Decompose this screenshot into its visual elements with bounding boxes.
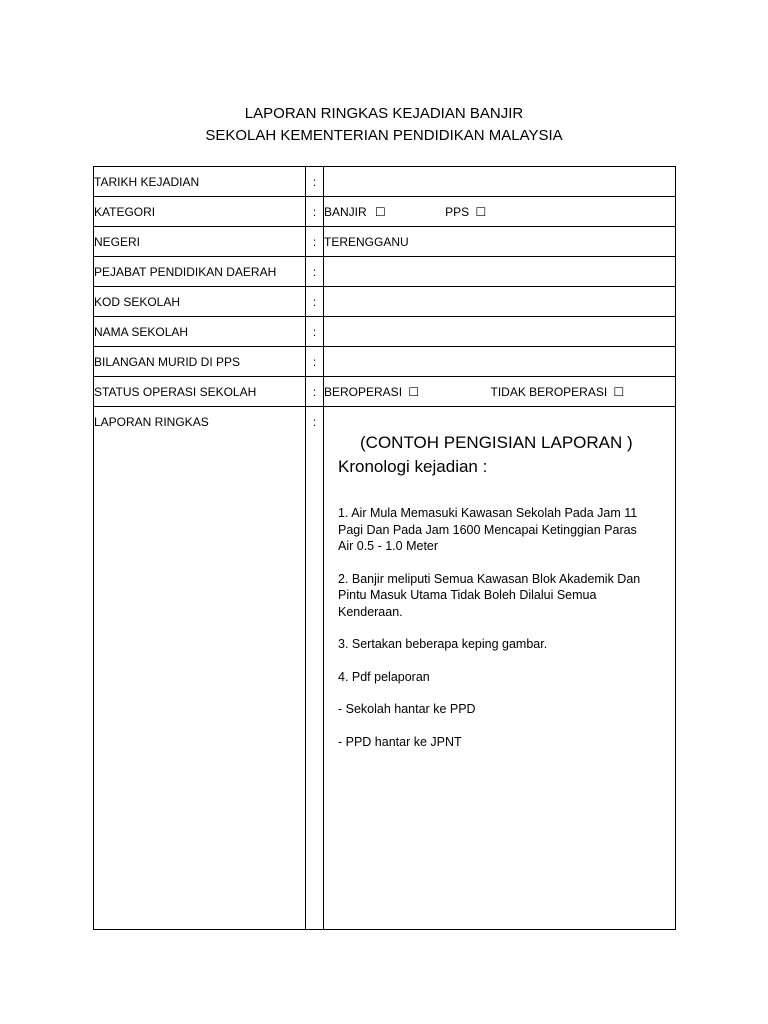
document-title: LAPORAN RINGKAS KEJADIAN BANJIR — [244, 105, 524, 122]
field-bilangan-murid[interactable] — [324, 347, 676, 377]
report-item: 1. Air Mula Memasuki Kawasan Sekolah Pada Jam 11 Pagi Dan Pada Jam 1600 Mencapai Ketinggian Paras Air 0.5 - 1.0 Meter — [338, 506, 638, 553]
option-beroperasi-label: BEROPERASI — [324, 384, 403, 399]
separator: : — [306, 197, 324, 227]
field-kategori — [324, 197, 676, 227]
report-form-table — [93, 166, 676, 930]
field-tarikh[interactable] — [324, 167, 676, 197]
row-nama-sekolah — [94, 317, 676, 347]
label-laporan-ringkas: LAPORAN RINGKAS — [94, 407, 306, 930]
separator: : — [306, 227, 324, 257]
field-status-operasi — [324, 377, 676, 407]
label-tarikh: TARIKH KEJADIAN — [94, 167, 306, 197]
separator: : — [306, 257, 324, 287]
label-bilangan-murid: BILANGAN MURID DI PPS — [94, 347, 306, 377]
document-subtitle: SEKOLAH KEMENTERIAN PENDIDIKAN MALAYSIA — [205, 127, 563, 144]
field-laporan-ringkas[interactable] — [324, 407, 676, 930]
report-item: - Sekolah hantar ke PPD — [338, 702, 476, 716]
report-item: 3. Sertakan beberapa keping gambar. — [338, 637, 548, 651]
label-status-operasi: STATUS OPERASI SEKOLAH — [94, 377, 306, 407]
label-kod-sekolah: KOD SEKOLAH — [94, 287, 306, 317]
row-kategori — [94, 197, 676, 227]
checkbox-banjir[interactable]: ☐ — [375, 204, 386, 219]
option-pps-label: PPS — [445, 204, 470, 219]
row-negeri — [94, 227, 676, 257]
label-nama-sekolah: NAMA SEKOLAH — [94, 317, 306, 347]
separator: : — [306, 347, 324, 377]
checkbox-tidak-beroperasi[interactable]: ☐ — [613, 384, 625, 399]
field-negeri[interactable]: TERENGGANU — [324, 227, 676, 257]
report-item: 2. Banjir meliputi Semua Kawasan Blok Akademik Dan Pintu Masuk Utama Tidak Boleh Dilalui Semua Kenderaan. — [338, 571, 641, 619]
option-banjir-label: BANJIR — [324, 204, 367, 219]
field-kod-sekolah[interactable] — [324, 287, 676, 317]
row-bilangan-murid — [94, 347, 676, 377]
row-laporan-ringkas — [94, 407, 676, 930]
field-nama-sekolah[interactable] — [324, 317, 676, 347]
row-status-operasi — [94, 377, 676, 407]
label-kategori: KATEGORI — [94, 197, 306, 227]
label-ppd: PEJABAT PENDIDIKAN DAERAH — [94, 257, 306, 287]
separator: : — [306, 377, 324, 407]
row-tarikh — [94, 167, 676, 197]
separator: : — [306, 167, 324, 197]
field-ppd[interactable] — [324, 257, 676, 287]
row-kod-sekolah — [94, 287, 676, 317]
separator: : — [306, 287, 324, 317]
option-tidak-beroperasi-label: TIDAK BEROPERASI — [490, 384, 608, 399]
report-item: 4. Pdf pelaporan — [338, 669, 430, 684]
report-item: - PPD hantar ke JPNT — [338, 734, 462, 749]
label-negeri: NEGERI — [94, 227, 306, 257]
report-subheading: Kronologi kejadian : — [338, 457, 488, 476]
row-ppd — [94, 257, 676, 287]
report-heading: (CONTOH PENGISIAN LAPORAN ) — [360, 433, 633, 452]
separator: : — [306, 407, 324, 930]
checkbox-pps[interactable]: ☐ — [475, 204, 487, 219]
checkbox-beroperasi[interactable]: ☐ — [408, 384, 420, 399]
report-content — [324, 407, 675, 750]
separator: : — [306, 317, 324, 347]
